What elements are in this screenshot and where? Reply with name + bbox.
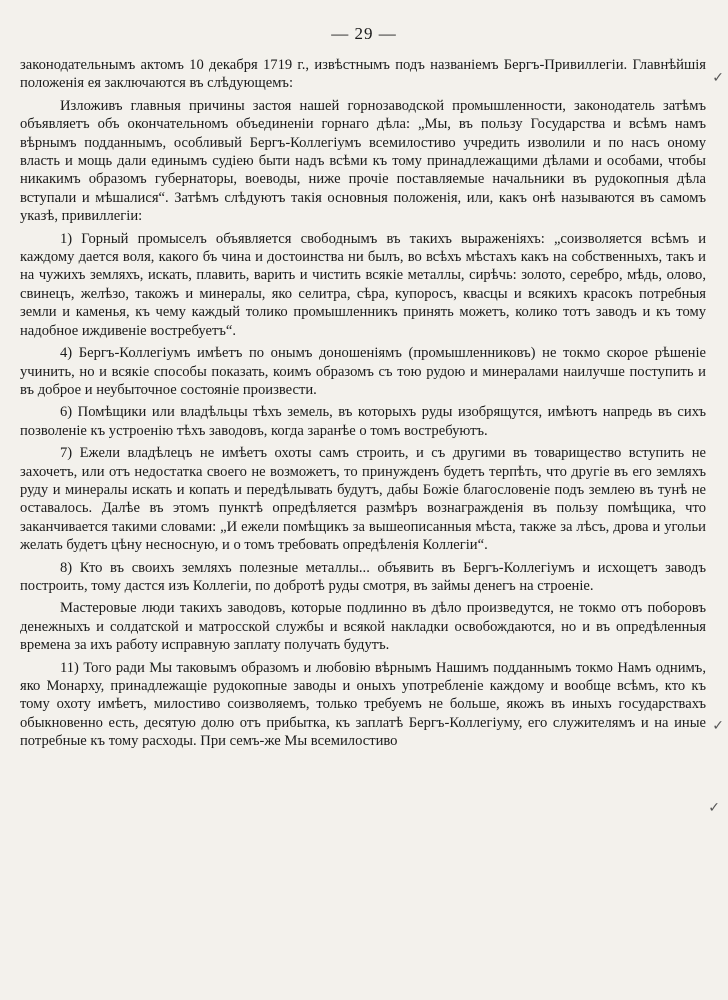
paragraph-4: 4) Бергъ-Коллегіумъ имѣетъ по онымъ доношеніямъ (промышленниковъ) не токмо скорое рѣшеніе учинить, но и всякіе способы показать, коимъ образомъ съ тою рудою и минералами наилучше поступить и въ доброе и неубыточное состояніе произвести. bbox=[20, 345, 706, 398]
paragraph-3: 1) Горный промыселъ объявляется свободнымъ въ такихъ выраженіяхъ: „соизволяется всѣмъ и каждому дается воля, какого бъ чина и достоинства ни былъ, во всѣхъ мѣстахъ какъ на собственныхъ, такъ и на чужихъ земляхъ, искать, плавить, варить и чистить всякіе металлы, сирѣчь: золото, серебро, мѣдь, олово, свинецъ, желѣзо, такожъ и минералы, яко селитра, сѣра, купоросъ, квасцы и всякихъ красокъ потребныя земли и каменья, къ чему каждый толико промышленникъ принять можетъ, колико тотъ заводъ и къ тому надобное иждивеніе востребуетъ“. bbox=[20, 230, 706, 339]
margin-check-mark: ✓ bbox=[712, 70, 724, 86]
paragraph-8: Мастеровые люди такихъ заводовъ, которые подлинно въ дѣло произведутся, не токмо отъ поборовъ денежныхъ и солдатской и матросской службы и всякой накладки освобождаются, но и въ опредѣленныя времена за ихъ работу исправную заплату получать будутъ. bbox=[20, 600, 706, 654]
paragraph-9: 11) Того ради Мы таковымъ образомъ и любовію вѣрнымъ Нашимъ подданнымъ токмо Намъ однимъ, яко Монарху, принадлежащіе рудокопные заводы и оныхъ употребленіе каждому и вообще всѣмъ, кто къ тому охоту имѣетъ, милостиво соизволяемъ, только требуемъ не больше, якожъ въ иныхъ государствахъ обыкновенно есть, десятую долю отъ прибытка, къ заплатѣ Бергъ-Коллегіуму, его служителямъ и на иные потребные къ тому расходы. При семъ-же Мы всемилостиво bbox=[20, 659, 706, 750]
body-text bbox=[20, 56, 706, 755]
paragraph-1: законодательнымъ актомъ 10 декабря 1719 г., извѣстнымъ подъ названіемъ Бергъ-Привиллегіи. Главнѣйшія положенія ея заключаются въ слѣдующемъ: bbox=[20, 57, 706, 92]
margin-check-mark: ✓ bbox=[708, 800, 720, 816]
margin-check-mark: ✓ bbox=[712, 718, 724, 734]
page-number: — 29 — bbox=[331, 24, 397, 43]
paragraph-6: 7) Ежели владѣлецъ не имѣетъ охоты самъ строить, и съ другими въ товарищество вступить не захочетъ, или отъ недостатка своего не возможетъ, то принужденъ будетъ терпѣть, что другіе въ его земляхъ руду и минералы искать и копать и передѣлывать будутъ, дабы Божіе благословеніе подъ землею въ тунѣ не оставалось. Далѣе въ этомъ пунктѣ опредѣляется размѣръ вознагражденія въ пользу помѣщика, что заканчивается такими словами: „И ежели помѣщикъ за вышеописанныя мѣста, также за лѣсъ, дрова и угольи желать будетъ цѣну несносную, и о томъ требовать опредѣленія Коллегіи“. bbox=[20, 445, 706, 554]
paragraph-5: 6) Помѣщики или владѣльцы тѣхъ земель, въ которыхъ руды изобрящутся, имѣютъ напредь въ сихъ позволеніе къ устроенію тѣхъ заводовъ, когда заранѣе о томъ востребуютъ. bbox=[20, 404, 706, 439]
paragraph-2: Изложивъ главныя причины застоя нашей горнозаводской промышленности, законодатель затѣмъ объявляетъ объ окончательномъ объединеніи горнаго дѣла: „Мы, въ пользу Государства и всѣмъ намъ вѣрнымъ подданнымъ, особливый Бергъ-Коллегіумъ всемилостиво учредить изволили и по насъ оному власть и мощь дали единымъ судіею быти надъ всѣми къ тому принадлежащими дѣлами и особами, чтобы никакимъ образомъ губернаторы, воеводы, ниже прочіе поставляемые начальники въ рудокопныя дѣла вступали и мѣшалися“. Затѣмъ слѣдуютъ такія основныя положенія, или, какъ онѣ называются въ самомъ указѣ, привиллегіи: bbox=[20, 97, 706, 225]
paragraph-7: 8) Кто въ своихъ земляхъ полезные металлы... объявить въ Бергъ-Коллегіумъ и исхощетъ заводъ построить, тому дастся изъ Коллегіи, по добротѣ руды смотря, въ займы денегъ на строеніе. bbox=[20, 559, 706, 594]
